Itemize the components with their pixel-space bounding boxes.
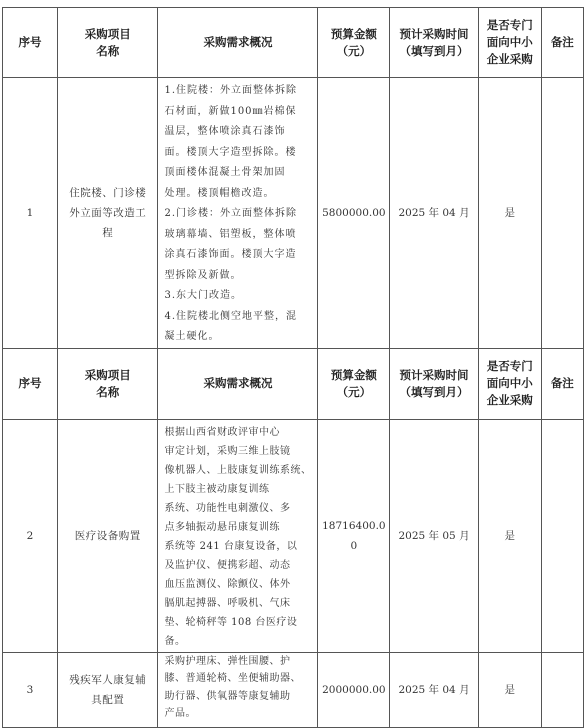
row-time: 2025 年 05 月 <box>390 419 479 652</box>
row-time: 2025 年 04 月 <box>390 78 479 349</box>
table-row <box>3 78 584 349</box>
row-time: 2025 年 04 月 <box>390 652 479 727</box>
header-project: 采购项目 名称 <box>58 348 158 419</box>
header-overview: 采购需求概况 <box>158 8 318 78</box>
header-note: 备注 <box>541 8 583 78</box>
row-note <box>541 419 583 652</box>
header-row <box>3 348 584 419</box>
row-budget: 2000000.00 <box>318 652 390 727</box>
row-sme: 是 <box>478 78 541 349</box>
row-project: 残疾军人康复辅具配置 <box>58 652 158 727</box>
header-row <box>3 8 584 78</box>
row-note <box>541 652 583 727</box>
procurement-table <box>2 7 584 728</box>
row-overview: 1.住院楼：外立面整体拆除 石材面，新做100㎜岩棉保 温层，整体喷涂真石漆饰 面。楼顶大字造型拆除。楼 顶面楼体混凝土骨架加固 处理。楼顶帽檐改造。 2.门诊楼：外立面整体拆除 玻璃幕墙、铝塑板，整体喷 涂真石漆饰面。楼顶大字造 型拆除及新做。 3.东大门改造。 4.住院楼北侧空地平整，混 凝土硬化。 <box>158 78 318 349</box>
row-overview: 采购护理床、弹性围腰、护 膝、普通轮椅、坐便辅助器、 助行器、供氧器等康复辅助 产品。 <box>158 652 318 727</box>
row-project: 住院楼、门诊楼外立面等改造工程 <box>58 78 158 349</box>
row-seq: 3 <box>3 652 58 727</box>
header-seq: 序号 <box>3 8 58 78</box>
row-sme: 是 <box>478 419 541 652</box>
header-budget: 预算金额 （元） <box>318 8 390 78</box>
header-seq: 序号 <box>3 348 58 419</box>
header-time: 预计采购时间 （填写到月） <box>390 348 479 419</box>
table-row <box>3 419 584 652</box>
row-project: 医疗设备购置 <box>58 419 158 652</box>
row-budget: 18716400.0 0 <box>318 419 390 652</box>
header-budget: 预算金额 （元） <box>318 348 390 419</box>
header-note: 备注 <box>541 348 583 419</box>
header-time: 预计采购时间 （填写到月） <box>390 8 479 78</box>
row-sme: 是 <box>478 652 541 727</box>
table-row <box>3 652 584 727</box>
row-budget: 5800000.00 <box>318 78 390 349</box>
header-sme: 是否专门 面向中小 企业采购 <box>478 348 541 419</box>
header-sme: 是否专门 面向中小 企业采购 <box>478 8 541 78</box>
row-seq: 2 <box>3 419 58 652</box>
row-seq: 1 <box>3 78 58 349</box>
row-note <box>541 78 583 349</box>
header-overview: 采购需求概况 <box>158 348 318 419</box>
header-project: 采购项目 名称 <box>58 8 158 78</box>
row-overview: 根据山西省财政评审中心 审定计划，采购三维上肢镜 像机器人、上肢康复训练系统、 上下肢主被动康复训练 系统、功能性电刺激仪、多 点多轴振动悬吊康复训练 系统等 241 台康复设备，以 及监护仪、便携彩超、动态 血压监测仪、除颤仪、体外 膈肌起搏器、呼吸机、气床 垫、轮椅秤等 108 台医疗设 备。 <box>158 419 318 652</box>
